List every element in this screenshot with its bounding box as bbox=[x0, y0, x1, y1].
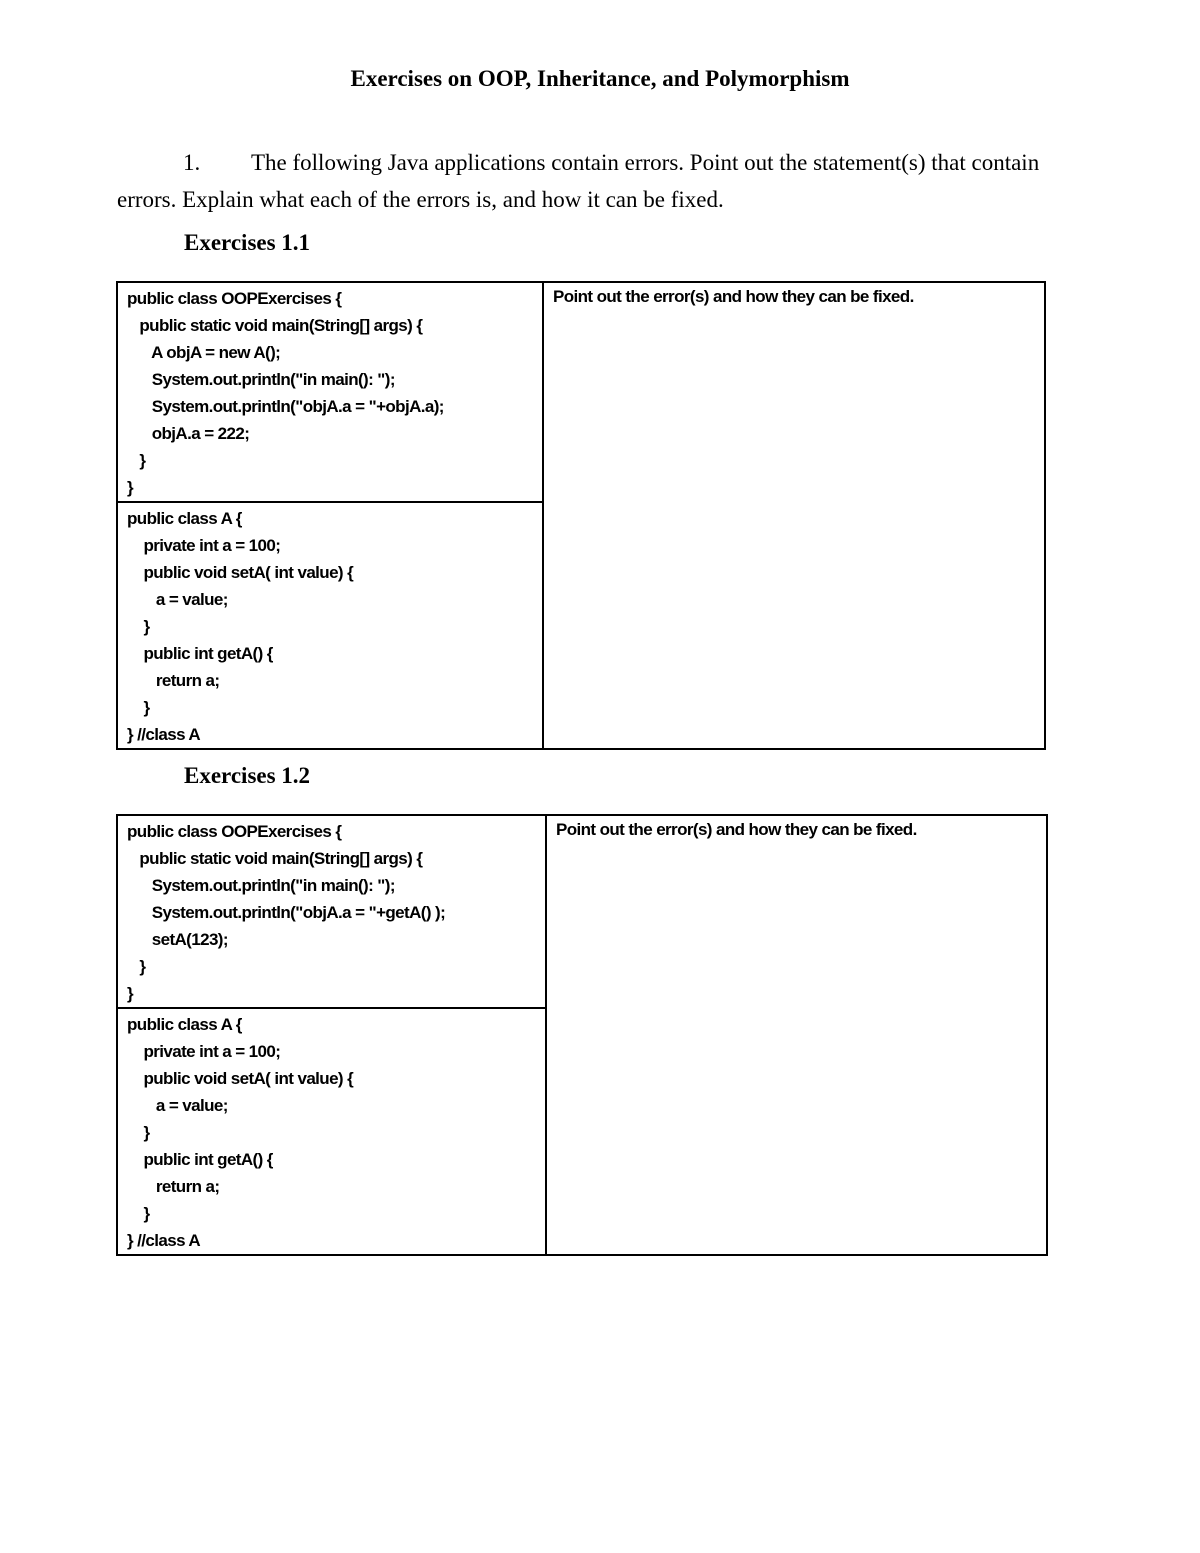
exercise-1-1-answer-cell bbox=[543, 282, 1045, 749]
exercise-1-2-heading: Exercises 1.2 bbox=[184, 763, 311, 788]
exercise-1-1-main-code: public class OOPExercises { public static void main(String[] args) { A objA = new A(); System.out.println("in main(): "); System.out.println("objA.a = "+objA.a); objA.a = 222; } } bbox=[117, 282, 543, 502]
exercise-1-1-table bbox=[116, 281, 1046, 750]
question-number: 1. bbox=[183, 150, 201, 175]
exercise-1-1-class-a-code: public class A { private int a = 100; public void setA( int value) { a = value; } public int getA() { return a; } } //class A bbox=[117, 502, 543, 749]
answer-prompt: Point out the error(s) and how they can be fixed. bbox=[556, 820, 917, 839]
question-text: The following Java applications contain errors. Point out the statement(s) that contain errors. Explain what each of the errors is, and how it can be fixed. bbox=[117, 150, 1040, 212]
exercise-1-2-class-a-code: public class A { private int a = 100; public void setA( int value) { a = value; } public int getA() { return a; } } //class A bbox=[117, 1008, 546, 1255]
question-1 bbox=[117, 144, 1067, 218]
exercise-1-2-answer-cell bbox=[546, 815, 1047, 1255]
exercise-1-2-main-code: public class OOPExercises { public static void main(String[] args) { System.out.println("in main(): "); System.out.println("objA.a = "+getA() ); setA(123); } } bbox=[117, 815, 546, 1008]
exercise-1-2-table bbox=[116, 814, 1048, 1256]
answer-prompt: Point out the error(s) and how they can be fixed. bbox=[553, 287, 914, 306]
document-title: Exercises on OOP, Inheritance, and Polymorphism bbox=[350, 66, 850, 91]
exercise-1-1-heading: Exercises 1.1 bbox=[184, 230, 311, 255]
